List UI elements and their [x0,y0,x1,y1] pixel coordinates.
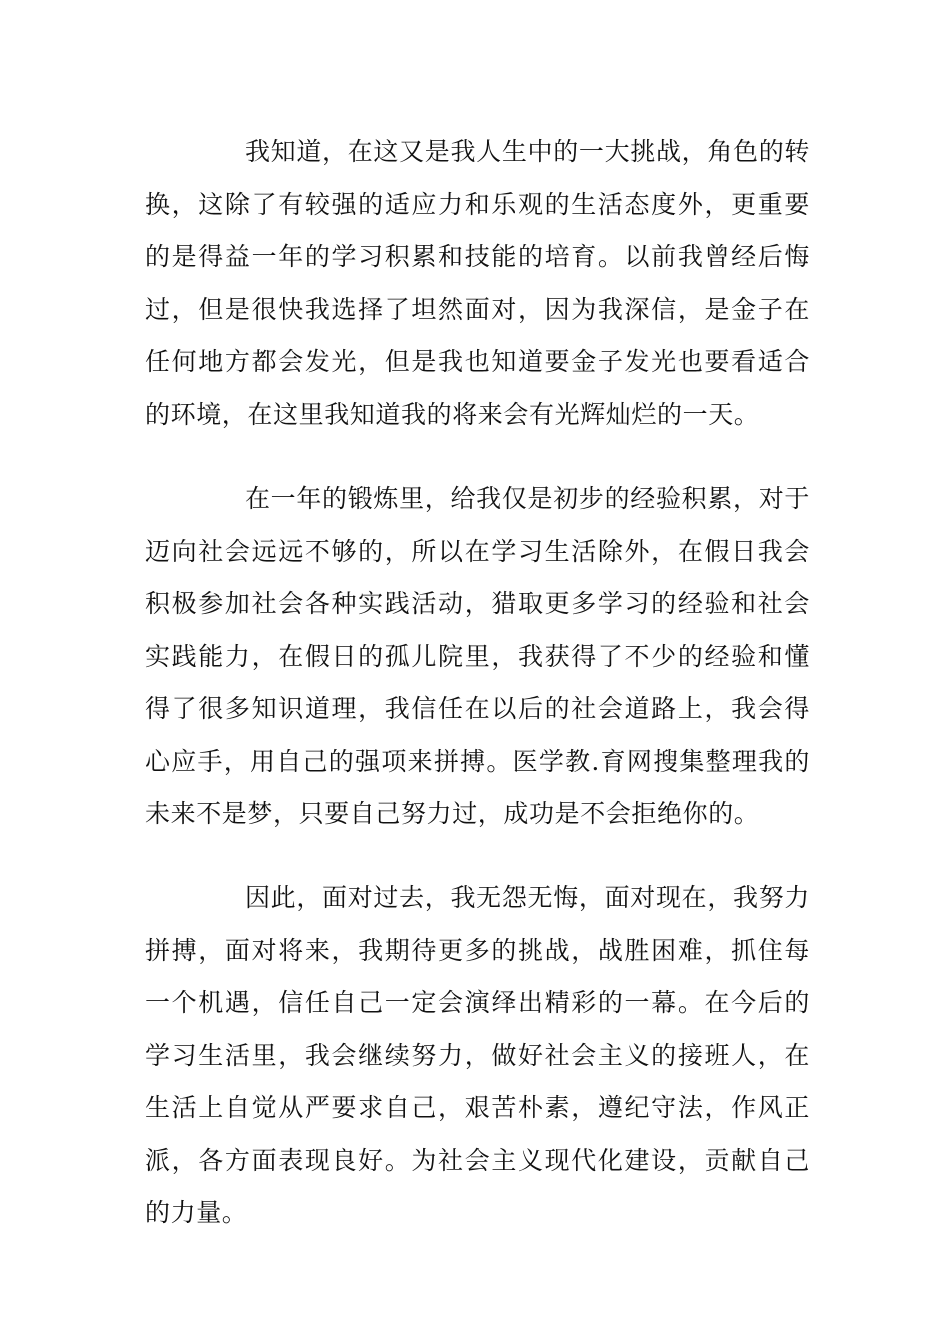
paragraph-3: 因此，面对过去，我无怨无悔，面对现在，我努力拼搏，面对将来，我期待更多的挑战，战胜困难，抓住每一个机遇，信任自己一定会演绎出精彩的一幕。在今后的学习生活里，我会继续努力，做好社会主义的接班人，在生活上自觉从严要求自己，艰苦朴素，遵纪守法，作风正派，各方面表现良好。为社会主义现代化建设，贡献自己的力量。 [145,883,810,1227]
paragraph-2: 在一年的锻炼里，给我仅是初步的经验积累，对于迈向社会远远不够的，所以在学习生活除外，在假日我会积极参加社会各种实践活动，猎取更多学习的经验和社会实践能力，在假日的孤儿院里，我获得了不少的经验和懂得了很多知识道理，我信任在以后的社会道路上，我会得心应手，用自己的强项来拼搏。医学教.育网搜集整理我的未来不是梦，只要自己努力过，成功是不会拒绝你的。 [145,484,810,828]
paragraph-1: 我知道，在这又是我人生中的一大挑战，角色的转换，这除了有较强的适应力和乐观的生活态度外，更重要的是得益一年的学习积累和技能的培育。以前我曾经后悔过，但是很快我选择了坦然面对，因为我深信，是金子在任何地方都会发光，但是我也知道要金子发光也要看适合的环境，在这里我知道我的将来会有光辉灿烂的一天。 [145,137,810,429]
